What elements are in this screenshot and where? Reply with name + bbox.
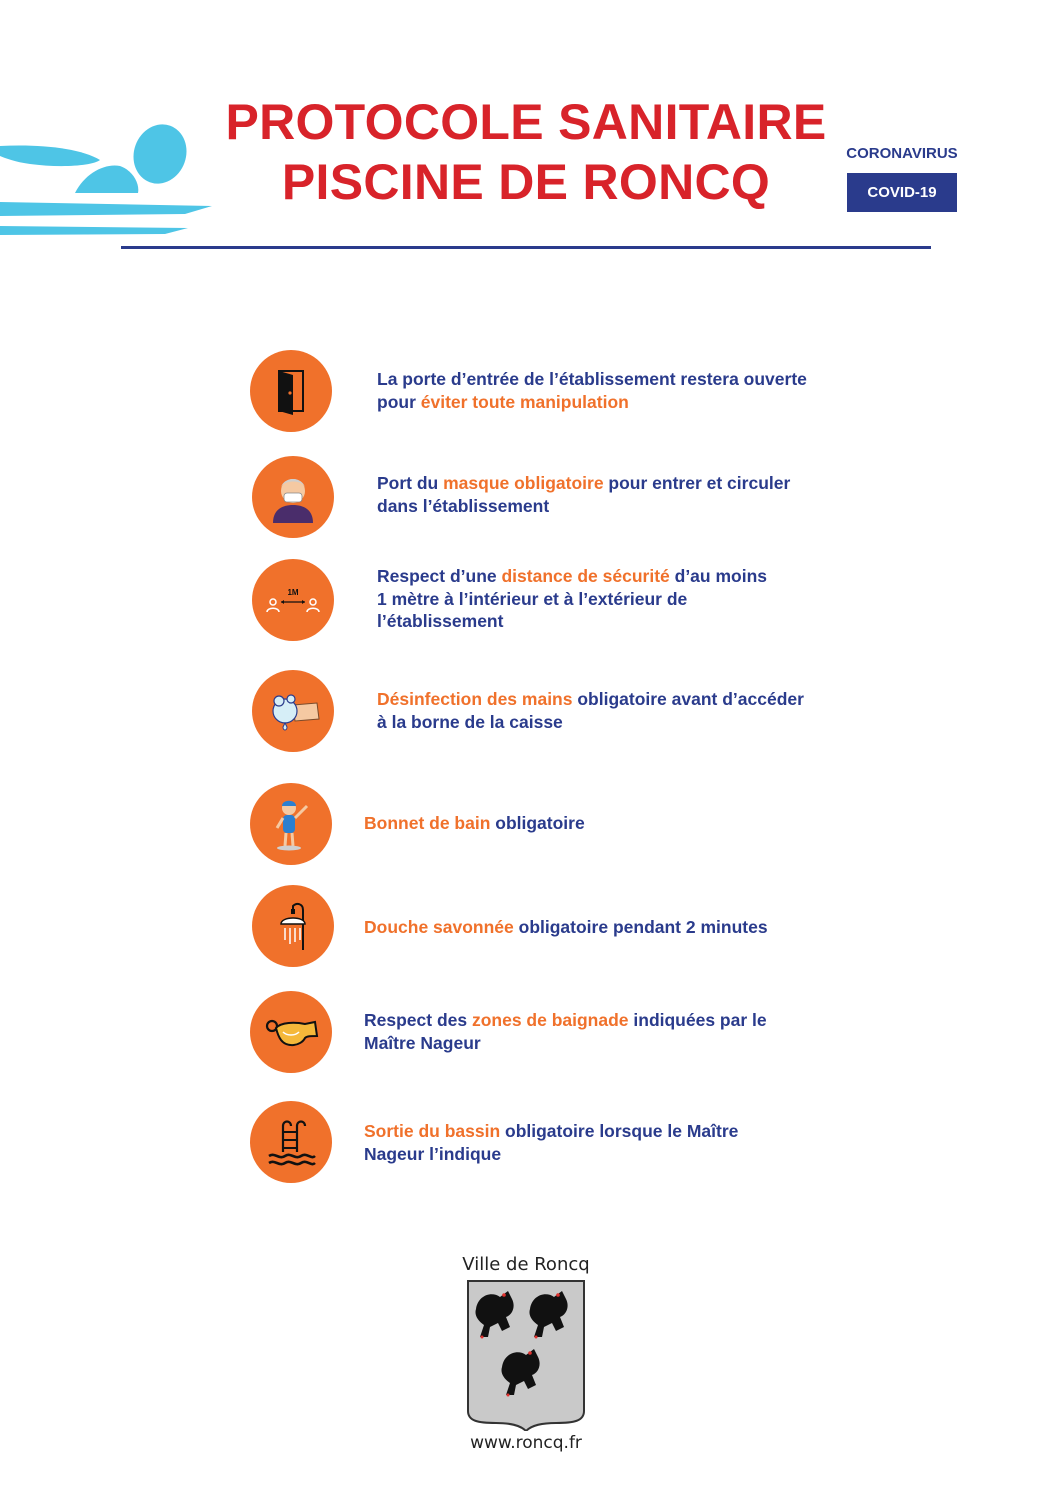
page-title	[180, 92, 872, 212]
header-divider	[121, 246, 931, 249]
rule-5-text: Bonnet de bain obligatoire	[364, 813, 585, 833]
distance-icon	[252, 559, 334, 641]
rule-2-text: Port du masque obligatoire pour entrer et circuler dans l’établissement	[377, 473, 791, 516]
rule-7-text: Respect des zones de baignade indiquées par le Maître Nageur	[364, 1010, 767, 1053]
rule-4-text: Désinfection des mains obligatoire avant d’accéder à la borne de la caisse	[377, 689, 804, 732]
door-icon	[250, 350, 332, 432]
covid-badge: COVID-19	[847, 173, 957, 212]
website-url: www.roncq.fr	[470, 1433, 582, 1453]
shower-icon	[252, 885, 334, 967]
mask-person-icon	[252, 456, 334, 538]
title-line-2: PISCINE DE RONCQ	[281, 154, 771, 210]
pool-ladder-icon	[250, 1101, 332, 1183]
hand-wash-icon	[252, 670, 334, 752]
rule-3-text: Respect d’une distance de sécurité d’au moins 1 mètre à l’intérieur et à l’extérieur de l’établissement	[377, 566, 767, 631]
distance-icon-label: 1M	[287, 588, 299, 597]
rule-6-text: Douche savonnée obligatoire pendant 2 minutes	[364, 917, 768, 937]
ville-de-roncq-logo	[456, 1254, 596, 1453]
rule-8-text: Sortie du bassin obligatoire lorsque le Maître Nageur l’indique	[364, 1121, 739, 1164]
coronavirus-label: CORONAVIRUS	[846, 145, 958, 162]
logo-title: Ville de Roncq	[462, 1254, 590, 1275]
coat-of-arms-icon	[464, 1279, 588, 1431]
whistle-icon	[250, 991, 332, 1073]
rule-1-text: La porte d’entrée de l’établissement restera ouverte pour éviter toute manipulation	[377, 369, 807, 412]
swim-cap-icon	[250, 783, 332, 865]
title-line-1: PROTOCOLE SANITAIRE	[225, 94, 827, 150]
